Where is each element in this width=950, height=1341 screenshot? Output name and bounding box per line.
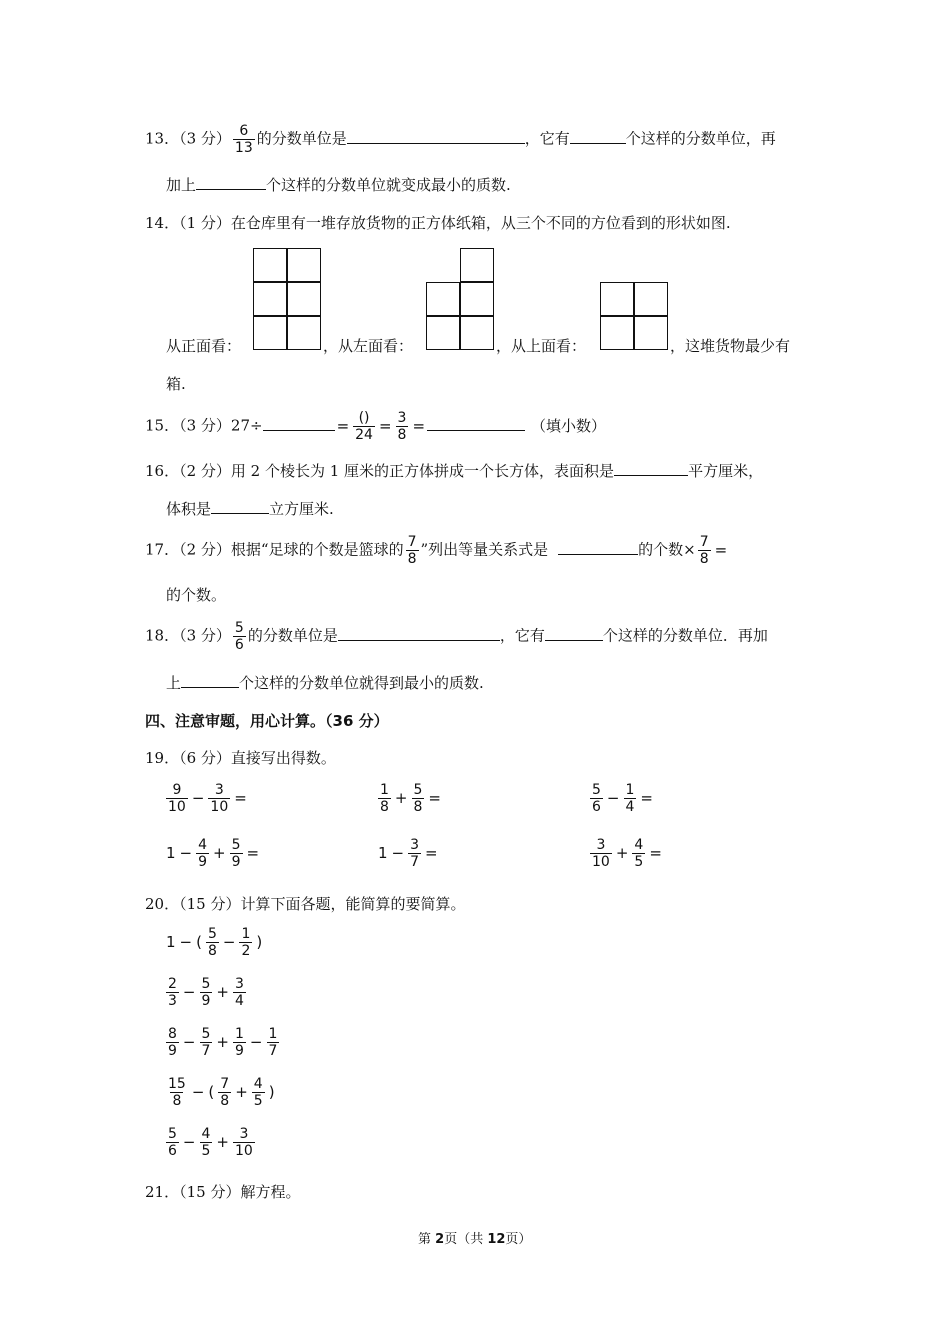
q20-row-5: $\frac{5}{6}$ − $\frac{4}{5}$ + $\frac{3}{10}$ xyxy=(168,1126,253,1159)
q19-expr-4: 1 − $\frac{4}{9}$ + $\frac{5}{9}$ = xyxy=(166,837,260,870)
fraction: $\frac{7}{8}$ xyxy=(699,534,709,567)
page-footer: 第 2页（共 12页） xyxy=(418,1232,532,1247)
front-view-figure xyxy=(253,248,321,350)
answer-blank[interactable] xyxy=(545,625,603,641)
q18-line1: 18．（3 分） $\frac{5}{6}$ 的分数单位是 ，它有 个这样的分数单位．再加 xyxy=(145,620,768,653)
fraction: $\frac{6}{13}$ xyxy=(234,123,253,156)
answer-blank[interactable] xyxy=(181,672,239,688)
q21-title: 21．（15 分）解方程。 xyxy=(145,1183,301,1201)
q20-title: 20．（15 分）计算下面各题，能简算的要简算。 xyxy=(145,895,466,913)
q16-line1: 16．（2 分）用 2 个棱长为 1 厘米的正方体拼成一个长方体，表面积是 平方厘米， xyxy=(145,462,764,480)
q15-line: 15．（3 分）27÷ = $\frac{()}{24}$ = $\frac{3}{8}$ = （填小数） xyxy=(145,410,607,443)
q19-title: 19．（6 分）直接写出得数。 xyxy=(145,749,336,767)
q14-line1: 14．（1 分）在仓库里有一堆存放货物的正方体纸箱，从三个不同的方位看到的形状如图. xyxy=(145,214,731,232)
answer-blank[interactable] xyxy=(263,415,335,431)
answer-blank[interactable] xyxy=(614,460,688,476)
q19-expr-2: $\frac{1}{8}$ + $\frac{5}{8}$ = xyxy=(380,782,441,815)
q14-line3: 箱. xyxy=(166,375,186,393)
answer-blank[interactable] xyxy=(558,539,638,555)
q19-expr-1: $\frac{9}{10}$ − $\frac{3}{10}$ = xyxy=(168,782,247,815)
q19-expr-5: 1 − $\frac{3}{7}$ = xyxy=(378,837,438,870)
answer-blank[interactable] xyxy=(427,415,525,431)
section-heading: 四、注意审题，用心计算。（36 分） xyxy=(145,712,389,730)
fraction: $\frac{()}{24}$ xyxy=(355,410,373,443)
fraction: $\frac{7}{8}$ xyxy=(407,534,417,567)
answer-blank[interactable] xyxy=(570,128,626,144)
q14-tail: ，这堆货物最少有 xyxy=(670,337,791,355)
answer-blank[interactable] xyxy=(338,625,500,641)
q13-line1: 13．（3 分） $\frac{6}{13}$ 的分数单位是 ，它有 个这样的分数单位，再 xyxy=(145,123,776,156)
answer-blank[interactable] xyxy=(211,498,269,514)
q14-left-label: ，从左面看： xyxy=(323,337,414,355)
q19-expr-3: $\frac{5}{6}$ − $\frac{1}{4}$ = xyxy=(592,782,653,815)
answer-blank[interactable] xyxy=(347,128,525,144)
fraction: $\frac{5}{6}$ xyxy=(234,620,244,653)
q19-expr-6: $\frac{3}{10}$ + $\frac{4}{5}$ = xyxy=(592,837,662,870)
q14-front-label: 从正面看： xyxy=(166,337,242,355)
answer-blank[interactable] xyxy=(196,174,266,190)
q18-line2: 上 个这样的分数单位就得到最小的质数. xyxy=(166,674,484,692)
q20-row-2: $\frac{2}{3}$ − $\frac{5}{9}$ + $\frac{3}{4}$ xyxy=(168,976,244,1009)
q20-row-1: 1 − ( $\frac{5}{8}$ − $\frac{1}{2}$ ) xyxy=(166,926,263,959)
fraction: $\frac{3}{8}$ xyxy=(397,410,407,443)
q17-line1: 17．（2 分）根据“足球的个数是篮球的 $\frac{7}{8}$ ”列出等量关系式是 的个数× $\frac{7}{8}$ = xyxy=(145,534,728,567)
q20-row-4: $\frac{15}{8}$ − ( $\frac{7}{8}$ + $\frac{4}{5}$ ) xyxy=(168,1076,275,1109)
q13-line2: 加上 个这样的分数单位就变成最小的质数. xyxy=(166,176,511,194)
top-view-figure xyxy=(600,282,668,350)
q17-line2: 的个数。 xyxy=(166,586,227,604)
q16-line2: 体积是 立方厘米. xyxy=(166,500,334,518)
q20-row-3: $\frac{8}{9}$ − $\frac{5}{7}$ + $\frac{1}{9}$ − $\frac{1}{7}$ xyxy=(168,1026,278,1059)
q14-top-label: ，从上面看： xyxy=(496,337,587,355)
